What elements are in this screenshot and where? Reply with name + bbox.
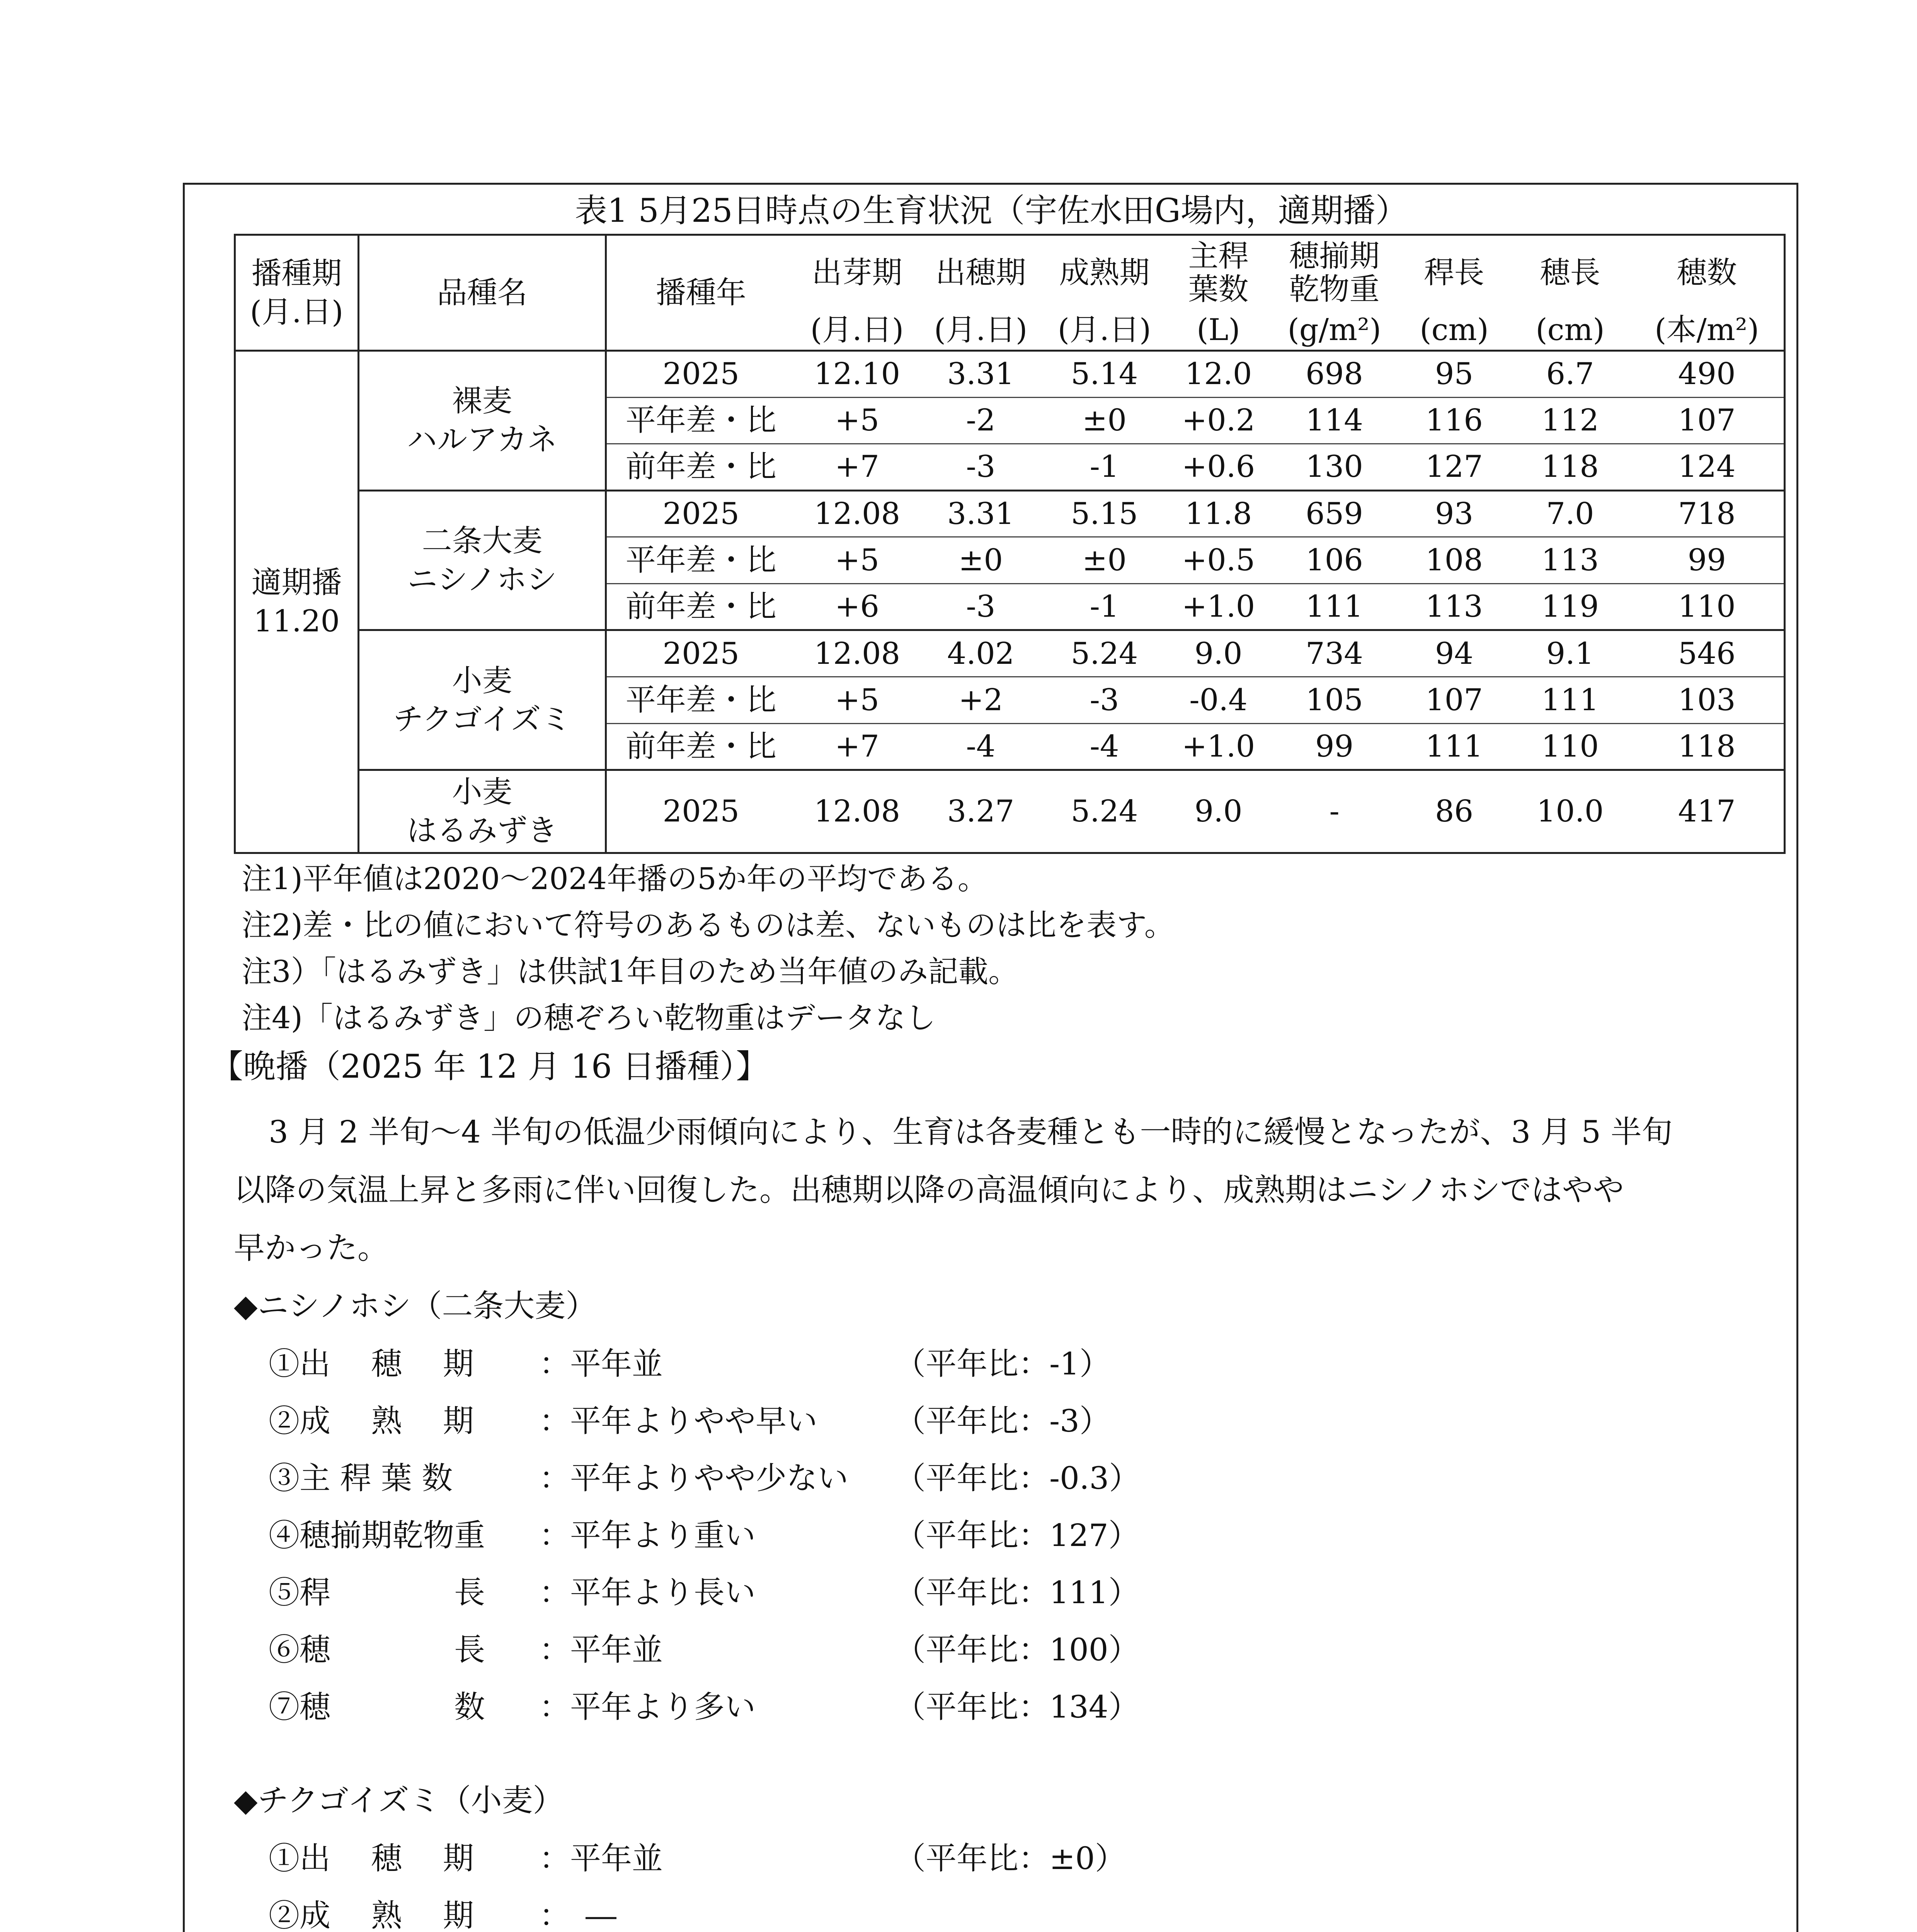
variety-name-cell: 小麦 はるみずき	[359, 770, 606, 853]
header-leaves: 主稈 葉数	[1166, 235, 1271, 310]
item-value: ：平年より重い	[539, 1517, 756, 1553]
table-cell: 93	[1398, 490, 1510, 537]
table-cell: 5.24	[1043, 630, 1166, 677]
table-cell: +5	[795, 537, 919, 584]
table-cell: 112	[1510, 397, 1630, 444]
table-cell: +2	[919, 677, 1043, 723]
header-dry-weight: 穂揃期 乾物重	[1271, 235, 1398, 310]
table-cell: 113	[1398, 583, 1510, 630]
item-label: ①出 穂 期	[269, 1840, 474, 1876]
header-heading: 出穂期	[919, 235, 1043, 310]
growth-table	[234, 234, 1786, 854]
table-cell: 105	[1271, 677, 1398, 723]
item-comparison: （平年比：100）	[895, 1632, 1139, 1668]
table-cell: 前年差・比	[606, 583, 795, 630]
table-cell: 9.0	[1166, 770, 1271, 853]
table-cell: 490	[1630, 351, 1785, 398]
table-cell: +7	[795, 723, 919, 770]
table-cell: 2025	[606, 351, 795, 398]
paragraph-line-3: 早かった。	[234, 1230, 388, 1266]
item-label: ③主 稈 葉 数	[269, 1460, 453, 1496]
late-sowing-paragraph	[234, 1103, 1753, 1277]
table-cell: -1	[1043, 583, 1166, 630]
evaluation-item	[269, 1339, 1110, 1389]
header-variety: 品種名	[359, 235, 606, 351]
table-cell: 106	[1271, 537, 1398, 584]
table-cell: 12.08	[795, 630, 919, 677]
table-cell: 12.0	[1166, 351, 1271, 398]
table-cell: 108	[1398, 537, 1510, 584]
table-cell: 118	[1510, 444, 1630, 491]
table-cell: -1	[1043, 444, 1166, 491]
variety-name-cell: 裸麦 ハルアカネ	[359, 351, 606, 491]
unit-leaves: (L)	[1166, 310, 1271, 351]
table-cell: 99	[1630, 537, 1785, 584]
item-value: ：平年より多い	[539, 1689, 756, 1725]
evaluation-item	[269, 1453, 1140, 1503]
item-label: ⑦穂 数	[269, 1689, 485, 1725]
table-cell: +0.6	[1166, 444, 1271, 491]
header-sowing-period: 播種期 (月.日)	[235, 235, 359, 351]
item-value: ：平年より長い	[539, 1575, 756, 1611]
late-sowing-title: 【晩播（2025 年 12 月 16 日播種）】	[211, 1048, 769, 1085]
table-cell: ±0	[1043, 397, 1166, 444]
item-label: ②成 熟 期	[269, 1898, 474, 1932]
table-cell: 718	[1630, 490, 1785, 537]
note-4: 注4)「はるみずき」の穂ぞろい乾物重はデータなし	[242, 1001, 936, 1036]
paragraph-line-2: 以降の気温上昇と多雨に伴い回復した。出穂期以降の高温傾向により、成熟期はニシノホシではやや	[234, 1172, 1624, 1208]
table-cell: 107	[1398, 677, 1510, 723]
variety-name-cell: 二条大麦 ニシノホシ	[359, 490, 606, 630]
table-cell: ±0	[919, 537, 1043, 584]
item-comparison: （平年比：-3）	[895, 1403, 1110, 1439]
table-cell: 417	[1630, 770, 1785, 853]
table-cell: 2025	[606, 630, 795, 677]
table-cell: 659	[1271, 490, 1398, 537]
table-cell: 114	[1271, 397, 1398, 444]
table-cell: +5	[795, 397, 919, 444]
item-value: ：平年並	[539, 1346, 663, 1382]
table-cell: 130	[1271, 444, 1398, 491]
table-cell: -2	[919, 397, 1043, 444]
table-cell: 12.10	[795, 351, 919, 398]
table-cell: +6	[795, 583, 919, 630]
item-value: ： ―	[539, 1898, 616, 1932]
table-caption: 表1 5月25日時点の生育状況（宇佐水田G場内，適期播）	[575, 192, 1408, 230]
table-cell: 546	[1630, 630, 1785, 677]
unit-maturity: (月.日)	[1043, 310, 1166, 351]
table-cell: 734	[1271, 630, 1398, 677]
evaluation-item	[269, 1833, 1126, 1884]
table-cell: +0.2	[1166, 397, 1271, 444]
item-comparison: （平年比：-1）	[895, 1346, 1110, 1382]
table-cell: 12.08	[795, 770, 919, 853]
table-cell: 3.31	[919, 490, 1043, 537]
table-cell: 平年差・比	[606, 397, 795, 444]
table-cell: 4.02	[919, 630, 1043, 677]
table-cell: 12.08	[795, 490, 919, 537]
note-1: 注1)平年値は2020～2024年播の5か年の平均である。	[242, 862, 988, 896]
table-cell: 3.31	[919, 351, 1043, 398]
table-notes	[242, 856, 1175, 1041]
header-sowing-year: 播種年	[606, 235, 795, 351]
sowing-group-cell: 適期播 11.20	[235, 351, 359, 853]
table-cell: 3.27	[919, 770, 1043, 853]
item-label: ⑥穂 長	[269, 1632, 485, 1668]
note-3: 注3）「はるみずき」は供試1年目のため当年値のみ記載。	[242, 954, 1019, 989]
table-cell: 平年差・比	[606, 677, 795, 723]
table-cell: 94	[1398, 630, 1510, 677]
item-value: ：平年並	[539, 1840, 663, 1876]
table-cell: 124	[1630, 444, 1785, 491]
unit-heading: (月.日)	[919, 310, 1043, 351]
table-cell: 前年差・比	[606, 723, 795, 770]
table-cell: 10.0	[1510, 770, 1630, 853]
variety-heading: ◆チクゴイズミ（小麦）	[234, 1782, 564, 1818]
header-panicle-length: 穂長	[1510, 235, 1630, 310]
table-cell: 698	[1271, 351, 1398, 398]
table-cell: 9.1	[1510, 630, 1630, 677]
unit-panicle-length: (cm)	[1510, 310, 1630, 351]
table-cell: 5.15	[1043, 490, 1166, 537]
table-cell: 9.0	[1166, 630, 1271, 677]
table-cell: 103	[1630, 677, 1785, 723]
table-cell: 111	[1398, 723, 1510, 770]
table-cell: +1.0	[1166, 583, 1271, 630]
evaluation-item	[269, 1396, 1110, 1446]
evaluation-item	[269, 1625, 1139, 1675]
evaluation-item	[269, 1510, 1139, 1561]
table-row	[235, 351, 1785, 398]
table-cell: +5	[795, 677, 919, 723]
item-value: ：平年並	[539, 1632, 663, 1668]
table-cell: +7	[795, 444, 919, 491]
table-cell: 99	[1271, 723, 1398, 770]
item-value: ：平年よりやや少ない	[539, 1460, 848, 1496]
table-cell: 7.0	[1510, 490, 1630, 537]
item-comparison: （平年比：-0.3）	[895, 1460, 1140, 1496]
table-cell: 113	[1510, 537, 1630, 584]
table-cell: -0.4	[1166, 677, 1271, 723]
evaluation-item	[269, 1682, 1139, 1732]
table-cell: -3	[919, 444, 1043, 491]
header-maturity: 成熟期	[1043, 235, 1166, 310]
table-cell: 5.24	[1043, 770, 1166, 853]
table-cell: -3	[919, 583, 1043, 630]
table-cell: 平年差・比	[606, 537, 795, 584]
variety-heading: ◆ニシノホシ（二条大麦）	[234, 1288, 597, 1324]
table-row	[235, 490, 1785, 537]
variety-name-cell: 小麦 チクゴイズミ	[359, 630, 606, 770]
evaluation-item	[269, 1568, 1139, 1618]
table-cell: -	[1271, 770, 1398, 853]
table-cell: 110	[1630, 583, 1785, 630]
evaluation-item	[269, 1891, 895, 1932]
item-label: ④穂揃期乾物重	[269, 1517, 485, 1553]
table-row	[235, 770, 1785, 853]
unit-culm-length: (cm)	[1398, 310, 1510, 351]
header-culm-length: 稈長	[1398, 235, 1510, 310]
table-cell: 118	[1630, 723, 1785, 770]
table-cell: 2025	[606, 770, 795, 853]
table-cell: 110	[1510, 723, 1630, 770]
item-value: ：平年よりやや早い	[539, 1403, 817, 1439]
table-cell: 111	[1271, 583, 1398, 630]
note-2: 注2)差・比の値において符号のあるものは差、ないものは比を表す。	[242, 908, 1175, 943]
table-cell: 5.14	[1043, 351, 1166, 398]
table-cell: 107	[1630, 397, 1785, 444]
table-cell: 95	[1398, 351, 1510, 398]
table-cell: 6.7	[1510, 351, 1630, 398]
unit-emergence: (月.日)	[795, 310, 919, 351]
table-cell: +0.5	[1166, 537, 1271, 584]
table-cell: ±0	[1043, 537, 1166, 584]
table-cell: 116	[1398, 397, 1510, 444]
table-cell: 2025	[606, 490, 795, 537]
table-cell: 11.8	[1166, 490, 1271, 537]
unit-panicle-number: (本/m²)	[1630, 310, 1785, 351]
item-label: ①出 穂 期	[269, 1346, 474, 1382]
item-comparison: （平年比：127）	[895, 1517, 1139, 1553]
table-row	[235, 630, 1785, 677]
item-comparison: （平年比：111）	[895, 1575, 1139, 1611]
table-cell: 119	[1510, 583, 1630, 630]
item-comparison: （平年比：±0）	[895, 1840, 1126, 1876]
header-panicle-number: 穂数	[1630, 235, 1785, 310]
table-cell: 111	[1510, 677, 1630, 723]
table-cell: -3	[1043, 677, 1166, 723]
paragraph-line-1: 3 月 2 半旬～4 半旬の低温少雨傾向により、生育は各麦種とも一時的に緩慢となったが、3 月 5 半旬	[269, 1114, 1673, 1150]
table-cell: -4	[919, 723, 1043, 770]
table-cell: -4	[1043, 723, 1166, 770]
table-cell: +1.0	[1166, 723, 1271, 770]
unit-dry-weight: (g/m²)	[1271, 310, 1398, 351]
item-label: ⑤稈 長	[269, 1575, 485, 1611]
item-comparison: （平年比：134）	[895, 1689, 1139, 1725]
table-cell: 127	[1398, 444, 1510, 491]
table-cell: 86	[1398, 770, 1510, 853]
table-cell: 前年差・比	[606, 444, 795, 491]
header-emergence: 出芽期	[795, 235, 919, 310]
item-label: ②成 熟 期	[269, 1403, 474, 1439]
